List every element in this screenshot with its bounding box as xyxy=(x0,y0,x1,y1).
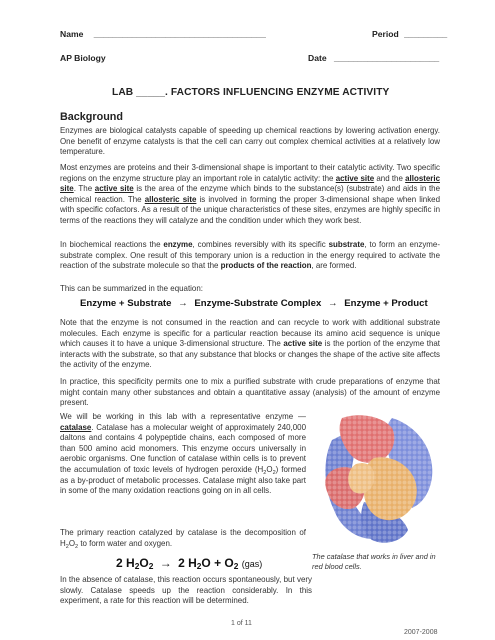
term-active-site: active site xyxy=(94,184,134,194)
page-title: LAB _____. FACTORS INFLUENCING ENZYME ACTIVITY xyxy=(112,87,390,98)
name-label: Name xyxy=(60,29,84,39)
term-substrate: substrate xyxy=(328,240,365,249)
paragraph-1: Enzymes are biological catalysts capable of speeding up chemical reactions by lowering activation energy. One benefit of enzyme catalysts is that the cell can carry out complex chemical activities at a relatively low temperature. xyxy=(60,126,440,157)
date-label: Date xyxy=(308,53,327,63)
arrow-icon: → xyxy=(159,556,172,570)
figure-caption: The catalase that works in liver and in red blood cells. xyxy=(312,552,436,571)
paragraph-3: In biochemical reactions the enzyme, combines reversibly with its specific substrate, to form an enzyme-substrate complex. One result of this temporary union is a reduction in the energy required to activate the reaction of the substrate molecule so that the products of the reaction, are formed. xyxy=(60,240,440,271)
term-active-site: active site xyxy=(335,173,375,183)
term-active-site: active site xyxy=(283,339,323,349)
paragraph-6: In practice, this specificity permits one to mix a purified substrate with crude preparations of enzyme that might contain many other substances and obtain a quantitative assay (analysis) of the amount of enzyme present. xyxy=(60,377,440,408)
catalase-structure-image xyxy=(312,410,438,548)
term-enzyme: enzyme xyxy=(163,240,193,249)
period-blank: _________ xyxy=(404,29,448,39)
paragraph-7: We will be working in this lab with a representative enzyme — catalase. Catalase has a molecular weight of approximately 240,000 daltons and contains 4 polypeptide chains, each composed of more than 500 amino acid monomers. This enzyme occurs universally in aerobic organisms. One function of catalase within cells is to prevent the accumulation of toxic levels of hydrogen peroxide $(H_2O_2)$ formed as a by-product of metabolic processes. Catalase might also take part in some of the many oxidation reactions going on in all cells. xyxy=(60,412,306,496)
term-products: products of the reaction xyxy=(220,261,312,271)
term-catalase: catalase xyxy=(60,422,92,432)
paragraph-2: Most enzymes are proteins and their 3-dimensional shape is important to their catalytic activity. Two specific regions on the enzyme structure play an important role in catalytic activity: the active site and the allosteric site. The active site is the area of the enzyme which binds to the substance(s) (substrate) and aids in the chemical reaction. The allosteric site is involved in forming the proper 3-dimensional shape when linked with specific cofactors. As a result of the unique characteristics of these sites, enzymes are highly specific in terms of the reactions they will catalyze and the condition under which they work best. xyxy=(60,163,441,225)
term-allosteric-site: allosteric site xyxy=(144,194,197,204)
paragraph-4: This can be summarized in the equation: xyxy=(60,284,203,293)
page-number: 1 of 11 xyxy=(231,620,252,627)
period-label: Period xyxy=(372,29,399,39)
date-blank: ______________________ xyxy=(334,53,440,63)
date-line xyxy=(308,53,439,63)
course-label: AP Biology xyxy=(60,53,106,63)
arrow-icon: → xyxy=(327,298,338,309)
section-heading: Background xyxy=(60,111,123,123)
paragraph-5: Note that the enzyme is not consumed in the reaction and can recycle to work with additional substrate molecules. Each enzyme is specific for a particular reaction because its amino acid sequence is unique which causes it to have a unique 3-dimensional structure. The active site is the portion of the enzyme that interacts with the substrate, so that any substance that blocks or changes the shape of the active site affects the activity of the enzyme. xyxy=(60,318,440,370)
period-line xyxy=(372,29,447,39)
paragraph-9: In the absence of catalase, this reaction occurs spontaneously, but very slowly. Catalase speeds up the reaction considerably. In this experiment, a rate for this reaction will be determined. xyxy=(60,575,312,606)
catalase-reaction: 2 $H_2O_2 \to 2$ $H_2O + O_2$ (gas) xyxy=(116,556,263,571)
name-blank: ____________________________________ xyxy=(93,29,266,39)
name-line xyxy=(60,29,266,39)
term-allosteric-site: allosteric site xyxy=(60,173,440,194)
paragraph-8: The primary reaction catalyzed by catalase is the decomposition of $H_2O_2$ to form water and oxygen. xyxy=(60,528,306,550)
arrow-icon: → xyxy=(178,298,188,309)
summary-equation: Enzyme + Substrate → Enzyme-Substrate Complex → Enzyme + Product xyxy=(80,298,428,309)
school-year: 2007-2008 xyxy=(404,629,438,636)
